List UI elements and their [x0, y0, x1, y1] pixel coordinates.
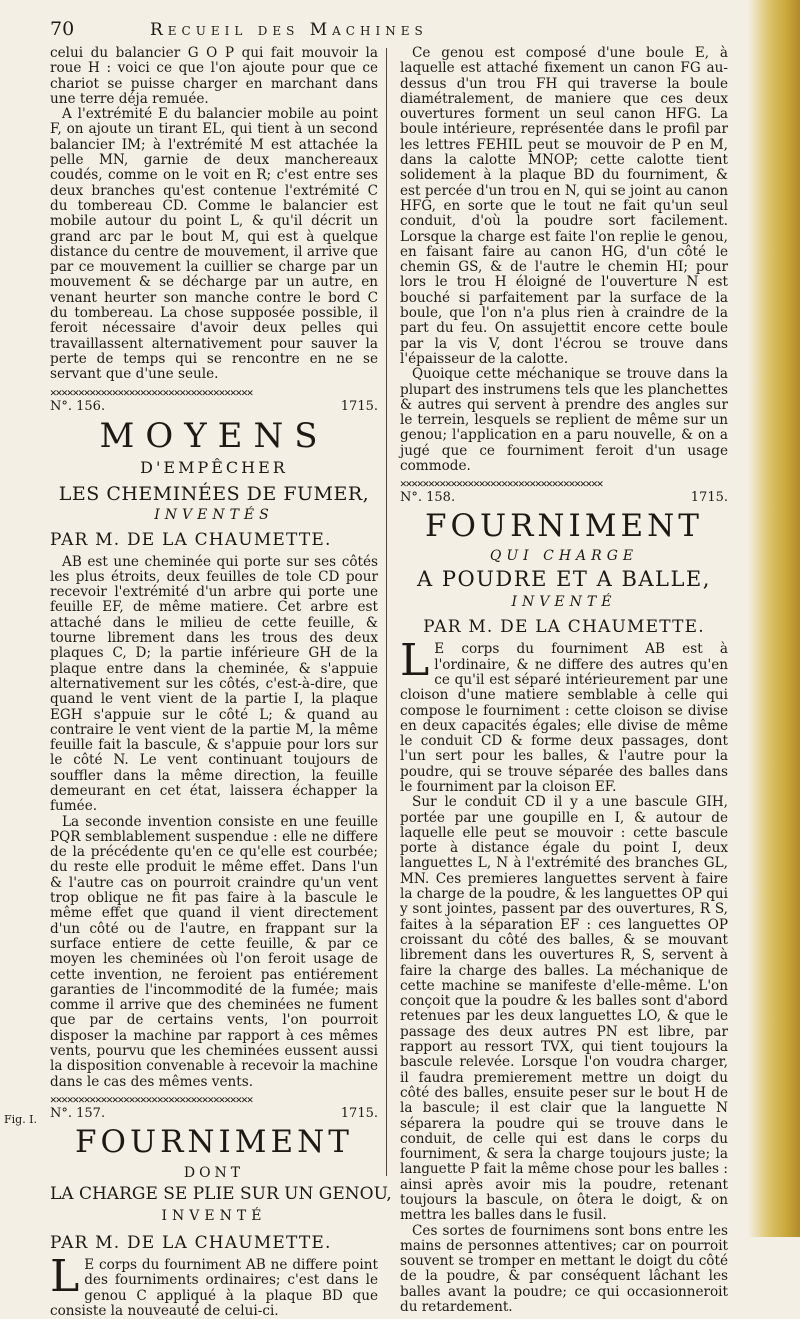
paragraph-text: E corps du fourniment AB ne differe point des fourniments ordinaires; c'est dans le genou C appliqué à la plaque BD que consiste la nouveauté de celui-ci.: [50, 1256, 378, 1319]
ornament-rule: ✕✕✕✕✕✕✕✕✕✕✕✕✕✕✕✕✕✕✕✕✕✕✕✕✕✕✕✕✕✕✕✕✕✕✕✕: [50, 1093, 253, 1106]
paragraph: [50, 1250, 378, 1319]
article-author: PAR M. DE LA CHAUMETTE.: [50, 529, 332, 550]
article-subtitle: DONT: [183, 1164, 245, 1181]
paragraph-text: E corps du fourniment AB est à l'ordinaire, & ne differe des autres qu'en ce qu'il est séparé intérieurement par une cloison d'une matiere semblable à celle qui compose le fourniment : cette cloison se divise en deux capacités égales; elle divise de même le conduit CD & forme deux passages, dont l'un sert pour les balles, & l'autre pour la poudre, qui se trouve séparée des balles dans le fourniment par la cloison EF.: [400, 641, 728, 795]
paragraph: celui du balancier G O P qui fait mouvoir la roue H : voici ce que l'on ajoute pour que ce chariot se puisse charger en marchant dans une terre déja remuée.: [50, 45, 378, 107]
paragraph: [400, 635, 728, 795]
article-number: N°. 156.: [50, 398, 106, 414]
article-number: N°. 157.: [50, 1105, 106, 1121]
article-subtitle: A POUDRE ET A BALLE,: [417, 567, 711, 592]
page-number: 70: [50, 18, 75, 40]
article-invented: INVENTÉ: [511, 594, 617, 611]
article-invented: INVENTÉ: [161, 1207, 267, 1224]
article-number-line: [50, 1106, 378, 1121]
figure-label: Fig. I.: [4, 1113, 38, 1126]
ornament-rule: ✕✕✕✕✕✕✕✕✕✕✕✕✕✕✕✕✕✕✕✕✕✕✕✕✕✕✕✕✕✕✕✕✕✕✕✕: [50, 386, 253, 399]
paragraph: AB est une cheminée qui porte sur ses côtés les plus étroits, deux feuilles de tole CD pour recevoir l'extrémité d'un arbre qui porte une feuille EF, de même matiere. Cet arbre est attaché dans le milieu de cette feuille, & tourne librement dans les trous des deux plaques C, D; la partie inférieure GH de la plaque entre dans la cheminée, & s'appuie alternativement sur les côtés, c'est-à-dire, que quand le vent vient de la partie I, la plaque EGH s'appuie sur le côté L; & quand au contraire le vent vient de la partie M, la même feuille fait la bascule, & s'appuie pour lors sur le côté N. Le vent continuant toujours de souffler dans la même direction, la feuille demeurant en cet état, laissera échapper la fumée.: [50, 553, 378, 815]
article-subtitle: LES CHEMINÉES DE FUMER,: [58, 482, 370, 505]
article-year: 1715.: [340, 1105, 378, 1121]
article-subtitle: QUI CHARGE: [489, 548, 639, 565]
paragraph: La seconde invention consiste en une feuille PQR semblablement suspendue : elle ne differe de la précédente qu'en ce qu'elle est courbée; du reste elle produit le même effet. Dans l'un & l'autre cas on pourroit craindre qu'un vent trop oblique ne fit pas faire à la bascule le même effet que quand il vient directement d'un côté ou de l'autre, en frappant sur la surface entiere de cette feuille, & par ce moyen les cheminées où l'on feroit usage de cette invention, ne feroient pas entiérement garanties de l'incommodité de la fumée; mais comme il arrive que des cheminées ne fument que par de certains vents, l'on pourroit disposer la machine par rapport à ces mêmes vents, pourvu que les cheminées eussent aussi la disposition convenable à recevoir la machine dans le cas des mêmes vents.: [50, 813, 378, 1090]
drop-cap: L: [50, 1250, 80, 1302]
drop-cap: L: [400, 635, 430, 687]
article-invented: INVENTÉS: [154, 506, 274, 523]
paragraph: A l'extrémité E du balancier mobile au point F, on ajoute un tirant EL, qui tient à un second balancier IM; à l'extrémité M est attachée la pelle MN, garnie de deux manchereaux coudés, comme on le voit en R; c'est entre ses deux branches qu'est contenue l'extrémité C du tombereau CD. Comme le balancier est mobile autour du point L, & qu'il décrit un grand arc par le bout M, qui est à quelque distance du centre de mouvement, il arrive que par ce mouvement la cuillier se charge par un mouvement & se décharge par un autre, en venant heurter son manche contre le bord C du tombereau. La chose supposée possible, il feroit nécessaire d'avoir deux pelles qui travaillassent alternativement pour sauver la perte de temps qui se rencontre en ne se servant que d'une seule.: [50, 106, 378, 383]
article-number: N°. 158.: [400, 490, 456, 506]
ornament-rule: ✕✕✕✕✕✕✕✕✕✕✕✕✕✕✕✕✕✕✕✕✕✕✕✕✕✕✕✕✕✕✕✕✕✕✕✕: [400, 478, 603, 491]
article-subtitle: LA CHARGE SE PLIE SUR UN GENOU,: [50, 1183, 392, 1204]
paragraph: Ce genou est composé d'une boule E, à laquelle est attaché fixement un canon FG au-dessus d'un trou FH qui traverse la boule diamétralement, de maniere que ces deux ouvertures forment un seul canon HFG. La boule intérieure, représentée dans le profil par les lettres FEHIL peut se mouvoir de P en M, dans la calotte MNOP; cette calotte tient solidement à la plaque BD du fourniment, & est percée d'un trou en N, qui se joint au canon HFG, en sorte que le tout ne fait qu'un seul conduit, d'où la poudre sort facilement. Lorsque la charge est faite l'on replie le genou, en faisant faire au canon HG, d'un côté le chemin GS, & de l'autre le chemin HI; pour lors le trou H éloigné de l'ouverture N est bouché si parfaitement par la surface de la boule, que l'on n'a plus rien à craindre de la part du feu. On assujettit encore cette boule par la vis V, dont l'écrou se trouve dans l'épaisseur de la calotte.: [400, 45, 728, 367]
article-year: 1715.: [340, 398, 378, 414]
article-number-line: [50, 399, 378, 414]
article-title: MOYENS: [99, 415, 329, 456]
right-column: [400, 46, 728, 1315]
article-title: FOURNIMENT: [425, 508, 703, 545]
running-head: [50, 18, 740, 46]
page-edge-gilding: [748, 0, 800, 1237]
column-divider: [386, 48, 387, 1176]
paragraph: Quoique cette méchanique se trouve dans la plupart des instrumens tels que les planchettes & autres qui servent à prendre des angles sur le terrein, lesquels se replient de même sur un genou; l'application en a paru nouvelle, & on a jugé que ce fourniment feroit d'un usage commode.: [400, 366, 728, 475]
article-title: FOURNIMENT: [75, 1123, 353, 1160]
paragraph: Ces sortes de fournimens sont bons entre les mains de personnes attentives; car on pourroit souvent se tromper en mettant le doigt du côté de la poudre, & par conséquent lâchant les balles avant la poudre; ce qui occasionneroit du retardement.: [400, 1222, 728, 1316]
running-title: Recueil des Machines: [150, 20, 428, 40]
article-number-line: [400, 490, 728, 505]
paragraph: Sur le conduit CD il y a une bascule GIH, portée par une goupille en I, & autour de laquelle elle peut se mouvoir : cette bascule porte à distance égale du point I, deux languettes L, N à l'extrémité des branches GL, MN. Ces premieres languettes servent à faire la charge de la poudre, & les languettes OP qui y sont jointes, passent par des ouvertures, R S, faites à la séparation EF : ces languettes OP croissant du côté des balles, & se mouvant librement dans les ouvertures R, S, servent à faire la charge des balles. La méchanique de cette machine se manifeste d'elle-même. L'on conçoit que la poudre & les balles sont d'abord retenues par les deux languettes LO, & que le passage des deux autres PN est libre, par rapport au ressort TVX, qui tient toujours la bascule relevée. Lorsque l'on voudra charger, il faudra premierement mettre un doigt du côté des balles, ensuite peser sur le bout H de la bascule; il est clair que la languette N séparera la poudre qui se trouve dans le conduit, de celle qui est dans le corps du fourniment, & sera la charge toujours juste; la languette P fait la même chose pour les balles : ainsi après avoir mis la poudre, retenant toujours la bascule, on ôtera le doigt, & on mettra les balles dans le fusil.: [400, 794, 728, 1224]
article-year: 1715.: [690, 490, 728, 506]
article-author: PAR M. DE LA CHAUMETTE.: [423, 617, 705, 638]
article-subtitle: D'EMPÊCHER: [140, 457, 288, 477]
left-column: [50, 45, 392, 1319]
article-author: PAR M. DE LA CHAUMETTE.: [50, 1232, 332, 1253]
